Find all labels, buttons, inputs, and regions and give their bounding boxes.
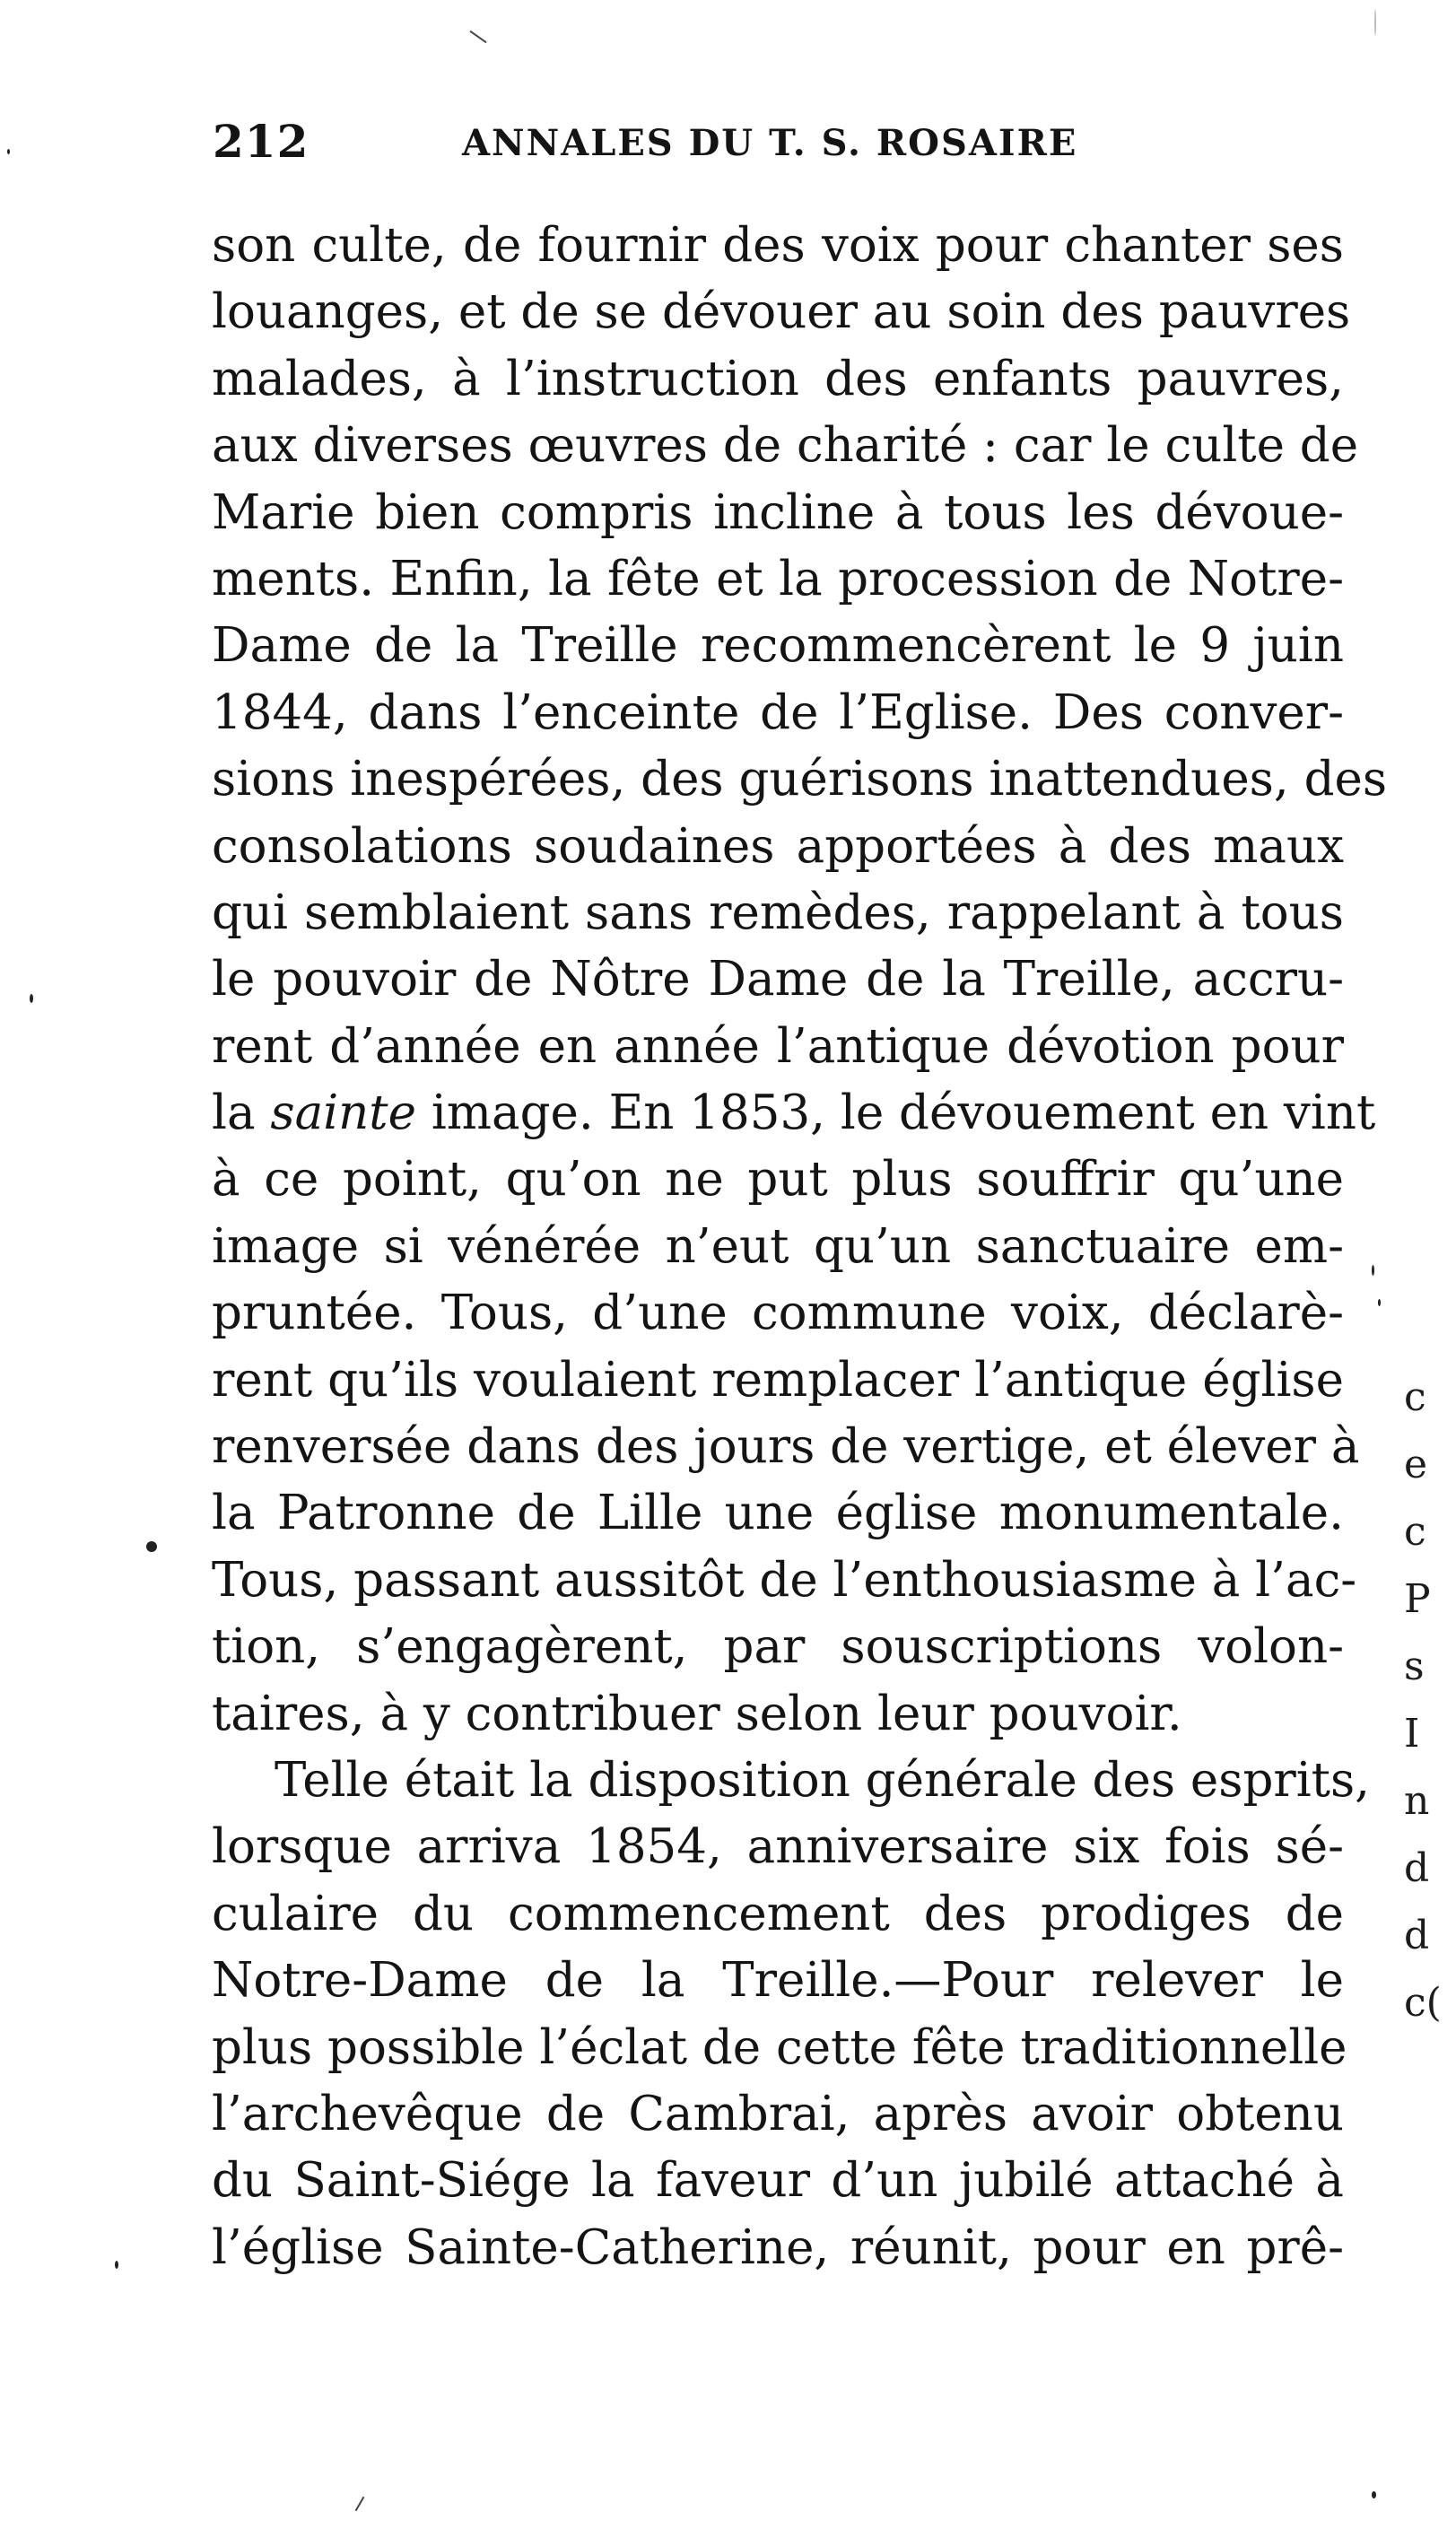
margin-fragment: c( <box>1404 1980 1442 2026</box>
scan-speck <box>7 149 10 154</box>
text-line: plus possible l’éclat de cette fête traditionnelle <box>212 2019 1347 2075</box>
text-line: pruntée. Tous, d’une commune voix, déclarè- <box>212 1286 1344 1341</box>
text-line: louanges, et de se dévouer au soin des pauvres <box>212 284 1351 340</box>
margin-fragment: P <box>1404 1576 1431 1622</box>
text-line: aux diverses œuvres de charité : car le culte de <box>212 418 1359 474</box>
text-fragment: la <box>212 1086 256 1141</box>
scan-mark <box>355 2497 365 2512</box>
scan-speck <box>1372 1265 1374 1276</box>
text-fragment: image. En 1853, le dévouement en vint <box>431 1086 1376 1141</box>
scan-speck <box>1372 2491 1376 2498</box>
text-line-with-italic <box>212 1080 1376 1147</box>
margin-fragment: c <box>1404 1374 1426 1420</box>
text-line: l’archevêque de Cambrai, après avoir obtenu <box>212 2086 1344 2141</box>
text-line: Dame de la Treille recommencèrent le 9 juin <box>212 618 1344 674</box>
text-line: malades, à l’instruction des enfants pauvres, <box>212 351 1344 406</box>
margin-fragment: c <box>1404 1509 1426 1555</box>
facing-page-margin-fragments <box>1404 1364 1449 2036</box>
text-line: rent d’année en année l’antique dévotion pour <box>212 1018 1344 1074</box>
scan-mark <box>469 31 486 43</box>
text-line: ments. Enfin, la fête et la procession de Notre- <box>212 551 1344 606</box>
margin-fragment: e <box>1404 1442 1428 1487</box>
scan-speck <box>1378 1299 1381 1306</box>
margin-fragment: d <box>1404 1913 1430 1958</box>
body-text <box>212 213 1388 2281</box>
page-header <box>213 115 1119 178</box>
text-line: culaire du commencement des prodiges de <box>212 1886 1344 1941</box>
page-number: 212 <box>213 115 310 168</box>
text-line: du Saint-Siége la faveur d’un jubilé attaché à <box>212 2153 1344 2209</box>
text-line: Notre-Dame de la Treille.—Pour relever le <box>212 1953 1344 2009</box>
text-line: à ce point, qu’on ne put plus souffrir qu’une <box>212 1152 1344 1208</box>
paragraph-start-line: Telle était la disposition générale des esprits, <box>275 1752 1371 1808</box>
text-line: la Patronne de Lille une église monumentale. <box>212 1486 1344 1541</box>
text-line: Marie bien compris incline à tous les dévoue- <box>212 484 1344 540</box>
scan-speck <box>1374 9 1376 36</box>
scan-speck <box>146 1541 157 1552</box>
scan-speck <box>30 994 33 1003</box>
text-line: qui semblaient sans remèdes, rappelant à tous <box>212 885 1344 940</box>
text-line: l’église Sainte-Catherine, réunit, pour en prê- <box>212 2219 1344 2275</box>
text-line: tion, s’engagèrent, par souscriptions volon- <box>212 1619 1344 1675</box>
running-title: ANNALES DU T. S. ROSAIRE <box>462 122 1078 164</box>
margin-fragment: I <box>1404 1711 1420 1757</box>
margin-fragment: s <box>1404 1644 1425 1689</box>
text-line: le pouvoir de Nôtre Dame de la Treille, accru- <box>212 952 1344 1007</box>
scan-speck <box>115 2261 118 2269</box>
text-line: taires, à y contribuer selon leur pouvoir. <box>212 1686 1182 1741</box>
text-line: consolations soudaines apportées à des maux <box>212 818 1344 874</box>
text-line: renversée dans des jours de vertige, et élever à <box>212 1419 1360 1475</box>
text-line: sions inespérées, des guérisons inattendues, des <box>212 752 1388 807</box>
text-line: Tous, passant aussitôt de l’enthousiasme à l’ac- <box>212 1552 1357 1608</box>
text-line: 1844, dans l’enceinte de l’Eglise. Des conver- <box>212 684 1344 740</box>
margin-fragment: n <box>1404 1778 1430 1824</box>
text-line: rent qu’ils voulaient remplacer l’antique église <box>212 1352 1344 1408</box>
italic-phrase: sainte <box>270 1086 416 1141</box>
text-line: son culte, de fournir des voix pour chanter ses <box>212 218 1344 273</box>
text-line: image si vénérée n’eut qu’un sanctuaire em- <box>212 1218 1344 1274</box>
text-line: lorsque arriva 1854, anniversaire six fois sé- <box>212 1819 1344 1875</box>
margin-fragment: d <box>1404 1845 1430 1891</box>
